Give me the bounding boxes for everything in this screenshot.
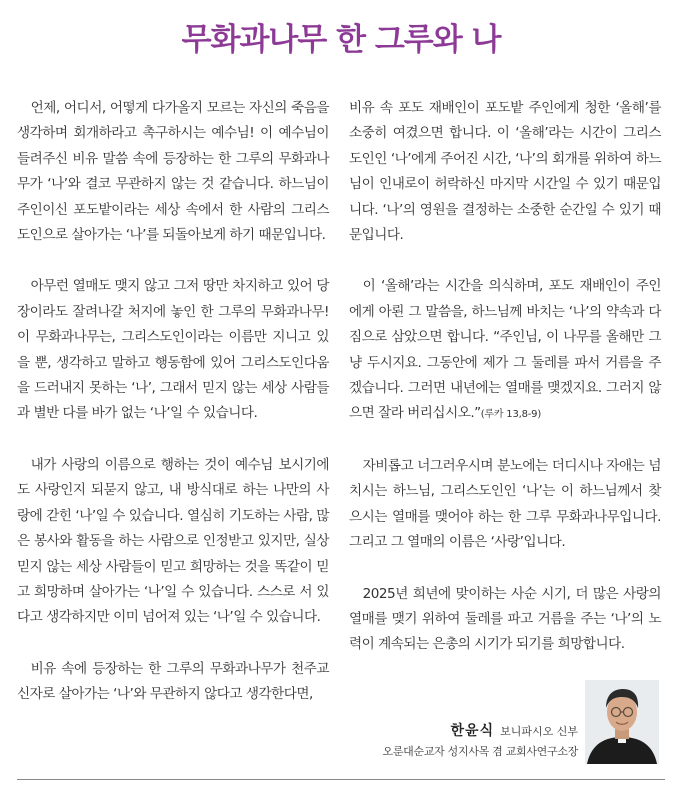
paragraph <box>349 274 661 427</box>
bottom-divider <box>17 779 665 780</box>
paragraph: 비유 속 포도 재배인이 포도밭 주인에게 청한 ‘올해’를 소중히 여겼으면 합니다. 이 ‘올해’라는 시간이 그리스도인인 ‘나’에게 주어진 시간, ‘나’의 회개를 위하여 하느님이 인내로이 허락하신 마지막 시간일 수 있기 때문입니다. ‘나’의 영원을 결정하는 소중한 순간일 수 있기 때문입니다. <box>349 100 661 244</box>
author-portrait <box>585 680 659 764</box>
author-signature <box>383 721 578 762</box>
scripture-reference: (루카 13,8-9) <box>480 409 542 421</box>
left-column <box>17 96 329 734</box>
right-column <box>349 96 661 684</box>
author-role: 보니파시오 신부 <box>500 725 578 738</box>
author-name: 한윤식 <box>450 723 495 739</box>
paragraph: 2025년 희년에 맞이하는 사순 시기, 더 많은 사랑의 열매를 맺기 위하여 둘레를 파고 거름을 주는 ‘나’의 노력이 계속되는 은총의 시기가 되기를 희망합니다. <box>349 585 661 653</box>
paragraph: 언제, 어디서, 어떻게 다가올지 모르는 자신의 죽음을 생각하며 회개하라고 촉구하시는 예수님! 이 예수님이 들려주신 비유 말씀 속에 등장하는 한 그루의 무화과나무가 ‘나’와 결코 무관하지 않는 것 같습니다. 하느님이 주인이신 포도밭이라는 세상 속에서 한 사람의 그리스도인으로 살아가는 ‘나’를 되돌아보게 하기 때문입니다. <box>17 100 329 244</box>
page-title: 무화과나무 한 그루와 나 <box>181 22 501 58</box>
paragraph: 비유 속에 등장하는 한 그루의 무화과나무가 천주교 신자로 살아가는 ‘나’와 무관하지 않다고 생각한다면, <box>17 660 329 703</box>
paragraph-text: 이 ‘올해’라는 시간을 의식하며, 포도 재배인이 주인에게 아뢴 그 말씀을, 하느님께 바치는 ‘나’의 약속과 다짐으로 삼았으면 합니다. “주인님, 이 나무를 올해만 그냥 두시지요. 그동안에 제가 그 둘레를 파서 거름을 주겠습니다. 그러면 내년에는 열매를 맺겠지요. 그러지 않으면 잘라 버리십시오.” <box>349 278 661 422</box>
paragraph: 내가 사랑의 이름으로 행하는 것이 예수님 보시기에도 사랑인지 되묻지 않고, 내 방식대로 하는 나만의 사랑에 갇힌 ‘나’일 수 있습니다. 열심히 기도하는 사람, 많은 봉사와 활동을 하는 사람으로 인정받고 있지만, 실상 믿지 않는 세상 사람들이 믿고 희망하는 것을 똑같이 믿고 희망하며 살아가는 ‘나’일 수 있습니다. 스스로 서 있다고 생각하지만 이미 넘어져 있는 ‘나’일 수 있습니다. <box>17 456 329 626</box>
paragraph: 자비롭고 너그러우시며 분노에는 더디시나 자애는 넘치시는 하느님, 그리스도인인 ‘나’는 이 하느님께서 찾으시는 열매를 맺어야 하는 한 그루 무화과나무입니다. 그리고 그 열매의 이름은 ‘사랑’입니다. <box>349 457 661 551</box>
paragraph: 아무런 열매도 맺지 않고 그저 땅만 차지하고 있어 당장이라도 잘려나갈 처지에 놓인 한 그루의 무화과나무! 이 무화과나무는, 그리스도인이라는 이름만 지니고 있을 뿐, 생각하고 말하고 행동함에 있어 그리스도인다움을 드러내지 못하는 ‘나’, 그래서 믿지 않는 세상 사람들과 별반 다를 바가 없는 ‘나’일 수 있습니다. <box>17 278 329 422</box>
author-position: 오룬대순교자 성지사목 겸 교회사연구소장 <box>382 745 578 758</box>
